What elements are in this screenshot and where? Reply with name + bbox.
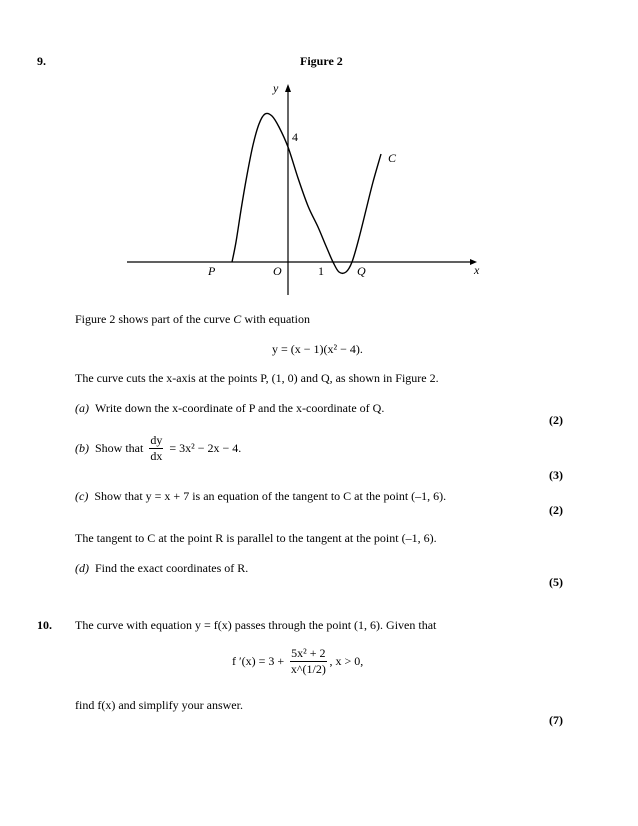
part-d: (d) Find the exact coordinates of R. (75, 561, 249, 575)
fprime-expression: f ′(x) = 3 + $\frac{\text{5x² + 2}}{x\^{}(1/2)}$ , x > 0, (232, 646, 364, 676)
part-a: (a) Write down the x-coordinate of P and the x-coordinate of Q. (75, 401, 385, 415)
question-number-10: 10. (37, 618, 52, 632)
marks-a: (2) (549, 413, 563, 427)
curve-equation: y = (x − 1)(x² − 4). (272, 342, 363, 356)
point-label-p: P (208, 264, 216, 278)
cuts-text: The curve cuts the x-axis at the points P, (1, 0) and Q, as shown in Figure 2. (75, 371, 439, 385)
tangent-text: The tangent to C at the point R is parallel to the tangent at the point (–1, 6). (75, 531, 437, 545)
curve-label-c: C (388, 151, 397, 165)
part-c: (c) Show that y = x + 7 is an equation of the tangent to C at the point (–1, 6). (75, 489, 447, 503)
derivative-fraction: $\frac{dy}{dx}$ (150, 433, 163, 463)
question-number-9: 9. (37, 54, 46, 68)
q10-text: The curve with equation y = f(x) passes through the point (1, 6). Given that (75, 618, 437, 632)
marks-b: (3) (549, 468, 563, 482)
intro-text: Figure 2 shows part of the curve C with equation (75, 312, 310, 326)
marks-c: (2) (549, 503, 563, 517)
y-axis-label: y (273, 81, 279, 95)
point-label-1: 1 (318, 264, 324, 278)
point-label-q: Q (357, 264, 366, 278)
origin-label: O (273, 264, 282, 278)
part-b: (b) Show that $\frac{dy}{dx}$ = 3x² − 2x − 4. (75, 433, 242, 463)
figure-title: Figure 2 (300, 54, 343, 68)
y-axis-arrow (285, 84, 291, 92)
fprime-fraction: $\frac{\text{5x² + 2}}{x\^{}(1/2)}$ (290, 646, 326, 676)
curve-c (232, 113, 381, 273)
y-intercept-label: 4 (292, 130, 298, 144)
marks-q10: (7) (549, 713, 563, 727)
x-axis-label: x (474, 263, 480, 277)
marks-d: (5) (549, 575, 563, 589)
find-text: find f(x) and simplify your answer. (75, 698, 243, 712)
